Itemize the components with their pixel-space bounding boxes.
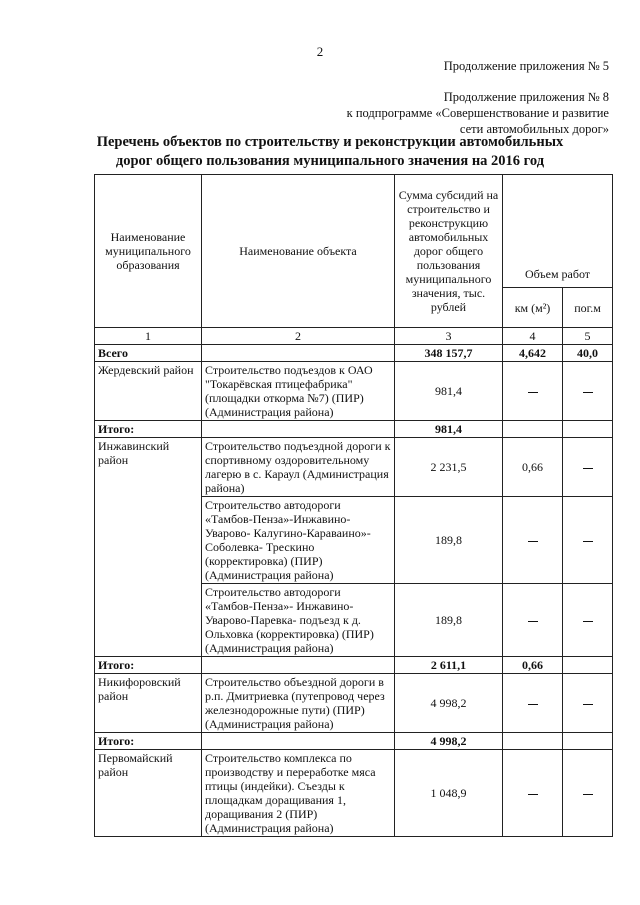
object-pogm xyxy=(563,497,613,584)
col-header-object: Наименование объекта xyxy=(202,175,395,328)
total-object-cell xyxy=(202,345,395,362)
dash-mark xyxy=(583,541,593,542)
total-label: Всего xyxy=(95,345,202,362)
total-row xyxy=(95,345,613,362)
column-numbers-row xyxy=(95,328,613,345)
col-number: 5 xyxy=(563,328,613,345)
dash-mark xyxy=(528,704,538,705)
object-sum: 4 998,2 xyxy=(395,674,503,733)
objects-table xyxy=(94,174,613,837)
dash-mark xyxy=(528,392,538,393)
object-name: Строительство подъездной дороги к спортивному оздоровительному лагерю в с. Караул (Администрация района) xyxy=(202,438,395,497)
total-sum: 348 157,7 xyxy=(395,345,503,362)
subtotal-label: Итого: xyxy=(95,733,202,750)
object-name: Строительство подъездов к ОАО "Токарёвская птицефабрика" (площадки откорма №7) (ПИР) (Администрация района) xyxy=(202,362,395,421)
district-name: Жердевский район xyxy=(95,362,202,421)
object-km xyxy=(503,584,563,657)
object-km: 0,66 xyxy=(503,438,563,497)
object-name: Строительство автодороги «Тамбов-Пенза»- Инжавино-Уварово-Паревка- подъезд к д. Ольховка (корректировка) (ПИР) (Администрация района) xyxy=(202,584,395,657)
object-pogm xyxy=(563,438,613,497)
object-sum: 981,4 xyxy=(395,362,503,421)
table-row xyxy=(95,674,613,733)
object-km xyxy=(503,362,563,421)
subtotal-label: Итого: xyxy=(95,657,202,674)
col-header-pogm: пог.м xyxy=(563,288,613,328)
object-pogm xyxy=(563,674,613,733)
continuation-appendix-5: Продолжение приложения № 5 xyxy=(443,59,609,73)
subtotal-sum: 2 611,1 xyxy=(395,657,503,674)
total-km: 4,642 xyxy=(503,345,563,362)
col-number: 1 xyxy=(95,328,202,345)
dash-mark xyxy=(583,704,593,705)
object-sum: 189,8 xyxy=(395,497,503,584)
dash-mark xyxy=(583,392,593,393)
subtotal-pogm xyxy=(563,657,613,674)
table-row xyxy=(95,362,613,421)
subtotal-km xyxy=(503,733,563,750)
district-name: Первомайский район xyxy=(95,750,202,837)
object-pogm xyxy=(563,362,613,421)
dash-mark xyxy=(528,794,538,795)
page-number: 2 xyxy=(316,44,324,59)
title-line-1: Перечень объектов по строительству и реконструкции автомобильных xyxy=(96,134,564,150)
subtotal-pogm xyxy=(563,733,613,750)
dash-mark xyxy=(583,621,593,622)
dash-mark xyxy=(583,794,593,795)
district-name: Никифоровский район xyxy=(95,674,202,733)
subtotal-km xyxy=(503,421,563,438)
object-name: Строительство комплекса по производству и переработке мяса птицы (индейки). Съезды к площадкам доращивания 1, доращивания 2 (ПИР) (Администрация района) xyxy=(202,750,395,837)
col-number: 3 xyxy=(395,328,503,345)
object-km xyxy=(503,497,563,584)
object-name: Строительство автодороги «Тамбов-Пенза»-Инжавино-Уварово- Калугино-Караваино»-Соболевка- Трескино (корректировка) (ПИР) (Администрация района) xyxy=(202,497,395,584)
subtotal-row xyxy=(95,733,613,750)
object-sum: 1 048,9 xyxy=(395,750,503,837)
total-pogm: 40,0 xyxy=(563,345,613,362)
subtotal-object-cell xyxy=(202,421,395,438)
col-header-volume: Объем работ xyxy=(503,175,613,288)
dash-mark xyxy=(528,621,538,622)
subtotal-row xyxy=(95,421,613,438)
continuation-appendix-8: Продолжение приложения № 8 xyxy=(443,90,609,104)
subprogram-line-2: сети автомобильных дорог» xyxy=(459,122,609,136)
col-header-subsidy: Сумма субсидий на строительство и реконструкцию автомобильных дорог общего пользования муниципального значения, тыс. рублей xyxy=(395,175,503,328)
dash-mark xyxy=(528,541,538,542)
table-row xyxy=(95,438,613,497)
table-row xyxy=(95,750,613,837)
document-title xyxy=(60,133,600,171)
col-number: 4 xyxy=(503,328,563,345)
title-line-2: дорог общего пользования муниципального значения на 2016 год xyxy=(115,153,545,169)
district-name: Инжавинский район xyxy=(95,438,202,657)
subtotal-label: Итого: xyxy=(95,421,202,438)
object-km xyxy=(503,674,563,733)
subprogram-line-1: к подпрограмме «Совершенствование и развитие xyxy=(346,106,609,120)
object-sum: 189,8 xyxy=(395,584,503,657)
header-row xyxy=(95,175,613,288)
subtotal-sum: 981,4 xyxy=(395,421,503,438)
col-header-km: км (м²) xyxy=(503,288,563,328)
object-pogm xyxy=(563,750,613,837)
object-sum: 2 231,5 xyxy=(395,438,503,497)
col-number: 2 xyxy=(202,328,395,345)
subtotal-row xyxy=(95,657,613,674)
object-name: Строительство объездной дороги в р.п. Дмитриевка (путепровод через железнодорожные пути) (ПИР) (Администрация района) xyxy=(202,674,395,733)
col-header-municipality: Наименование муниципального образования xyxy=(95,175,202,328)
subtotal-km: 0,66 xyxy=(503,657,563,674)
object-pogm xyxy=(563,584,613,657)
dash-mark xyxy=(583,468,593,469)
subtotal-sum: 4 998,2 xyxy=(395,733,503,750)
subtotal-object-cell xyxy=(202,733,395,750)
subtotal-pogm xyxy=(563,421,613,438)
subtotal-object-cell xyxy=(202,657,395,674)
object-km xyxy=(503,750,563,837)
